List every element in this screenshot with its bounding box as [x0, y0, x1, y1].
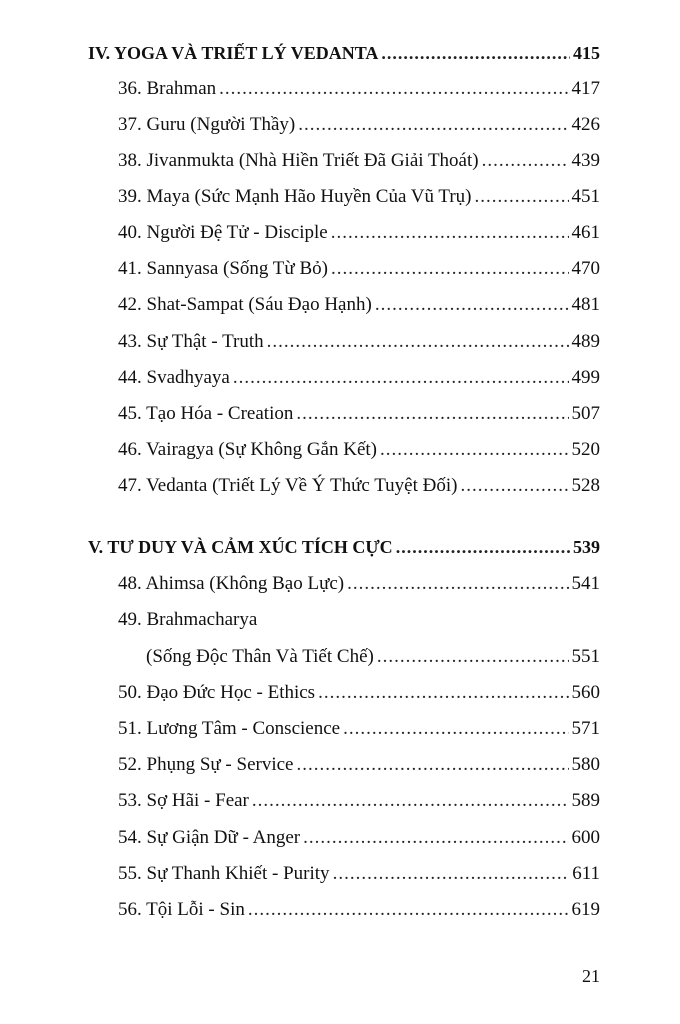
entry-subtitle: (Sống Độc Thân Và Tiết Chế) — [146, 646, 374, 667]
toc-entry — [118, 572, 600, 596]
entry-page: 580 — [571, 754, 600, 775]
dot-leader — [296, 402, 568, 426]
entry-page: 541 — [571, 573, 600, 594]
toc-entry — [118, 257, 600, 281]
entry-page: 470 — [571, 258, 600, 279]
entry-title: 37. Guru (Người Thầy) — [118, 114, 296, 135]
toc-entry-heading — [118, 608, 600, 632]
entry-page: 461 — [571, 222, 600, 243]
entry-title: 50. Đạo Đức Học - Ethics — [118, 682, 316, 703]
dot-leader — [303, 826, 568, 850]
entry-page: 499 — [571, 367, 600, 388]
dot-leader — [318, 681, 568, 705]
dot-leader — [396, 535, 570, 559]
toc-entry — [118, 221, 600, 245]
entry-title: 49. Brahmacharya — [118, 609, 258, 630]
entry-title: 36. Brahman — [118, 78, 217, 99]
entry-title: 53. Sợ Hãi - Fear — [118, 790, 249, 811]
dot-leader — [475, 185, 569, 209]
dot-leader — [380, 438, 568, 462]
dot-leader — [460, 474, 568, 498]
dot-leader — [375, 293, 569, 317]
entry-page: 551 — [571, 646, 600, 667]
dot-leader — [233, 366, 569, 390]
entry-page: 451 — [571, 186, 600, 207]
toc-entry — [118, 717, 600, 741]
toc-entry — [118, 753, 600, 777]
entry-title: 40. Người Đệ Tử - Disciple — [118, 222, 328, 243]
section-page: 539 — [573, 537, 600, 557]
entry-page: 600 — [571, 827, 600, 848]
toc-entry — [118, 681, 600, 705]
toc-entry — [118, 293, 600, 317]
toc-section-v — [88, 535, 600, 559]
entry-title: 55. Sự Thanh Khiết - Purity — [118, 863, 330, 884]
entry-title: 44. Svadhyaya — [118, 367, 230, 388]
entry-page: 619 — [571, 899, 600, 920]
toc-entry — [118, 862, 600, 886]
toc-entry — [118, 77, 600, 101]
entry-title: 54. Sự Giận Dữ - Anger — [118, 827, 301, 848]
toc-entry — [118, 366, 600, 390]
section-title: V. TƯ DUY VÀ CẢM XÚC TÍCH CỰC — [88, 537, 393, 557]
toc-entry — [118, 789, 600, 813]
dot-leader — [377, 645, 569, 669]
toc-entry — [118, 149, 600, 173]
toc-entry — [118, 113, 600, 137]
entry-page: 507 — [571, 403, 600, 424]
toc-entry — [118, 330, 600, 354]
dot-leader — [331, 257, 569, 281]
entry-title: 56. Tội Lỗi - Sin — [118, 899, 245, 920]
entry-title: 52. Phụng Sự - Service — [118, 754, 294, 775]
toc-entry — [118, 474, 600, 498]
entry-title: 41. Sannyasa (Sống Từ Bỏ) — [118, 258, 328, 279]
dot-leader — [252, 789, 569, 813]
dot-leader — [248, 898, 569, 922]
toc-section-iv — [88, 41, 600, 65]
entry-page: 481 — [571, 294, 600, 315]
entry-title: 45. Tạo Hóa - Creation — [118, 403, 294, 424]
entry-page: 520 — [571, 439, 600, 460]
toc-entry — [118, 438, 600, 462]
entry-page: 426 — [571, 114, 600, 135]
toc-entry — [118, 402, 600, 426]
entry-title: 51. Lương Tâm - Conscience — [118, 718, 341, 739]
entry-title: 42. Shat-Sampat (Sáu Đạo Hạnh) — [118, 294, 372, 315]
dot-leader — [333, 862, 570, 886]
toc-entry — [118, 898, 600, 922]
entry-title: 39. Maya (Sức Mạnh Hão Huyền Của Vũ Trụ) — [118, 186, 472, 207]
toc-entry — [118, 185, 600, 209]
entry-page: 417 — [571, 78, 600, 99]
entry-page: 589 — [571, 790, 600, 811]
dot-leader — [267, 330, 569, 354]
entry-page: 439 — [571, 150, 600, 171]
dot-leader — [298, 113, 568, 137]
dot-leader — [296, 753, 568, 777]
toc-entry-continuation — [146, 645, 600, 669]
entry-page: 489 — [571, 331, 600, 352]
entry-title: 47. Vedanta (Triết Lý Về Ý Thức Tuyệt Đối) — [118, 475, 458, 496]
dot-leader — [381, 41, 570, 65]
dot-leader — [343, 717, 568, 741]
entry-title: 48. Ahimsa (Không Bạo Lực) — [118, 573, 345, 594]
entry-page: 611 — [572, 863, 600, 884]
entry-title: 46. Vairagya (Sự Không Gắn Kết) — [118, 439, 378, 460]
section-title: IV. YOGA VÀ TRIẾT LÝ VEDANTA — [88, 43, 379, 63]
toc-entry — [118, 826, 600, 850]
entry-page: 528 — [571, 475, 600, 496]
entry-title: 43. Sự Thật - Truth — [118, 331, 264, 352]
page-number: 21 — [582, 966, 600, 986]
dot-leader — [219, 77, 568, 101]
entry-title: 38. Jivanmukta (Nhà Hiền Triết Đã Giải Thoát) — [118, 150, 479, 171]
entry-page: 571 — [571, 718, 600, 739]
dot-leader — [331, 221, 569, 245]
section-page: 415 — [573, 43, 600, 63]
dot-leader — [347, 572, 568, 596]
entry-page: 560 — [571, 682, 600, 703]
dot-leader — [482, 149, 569, 173]
